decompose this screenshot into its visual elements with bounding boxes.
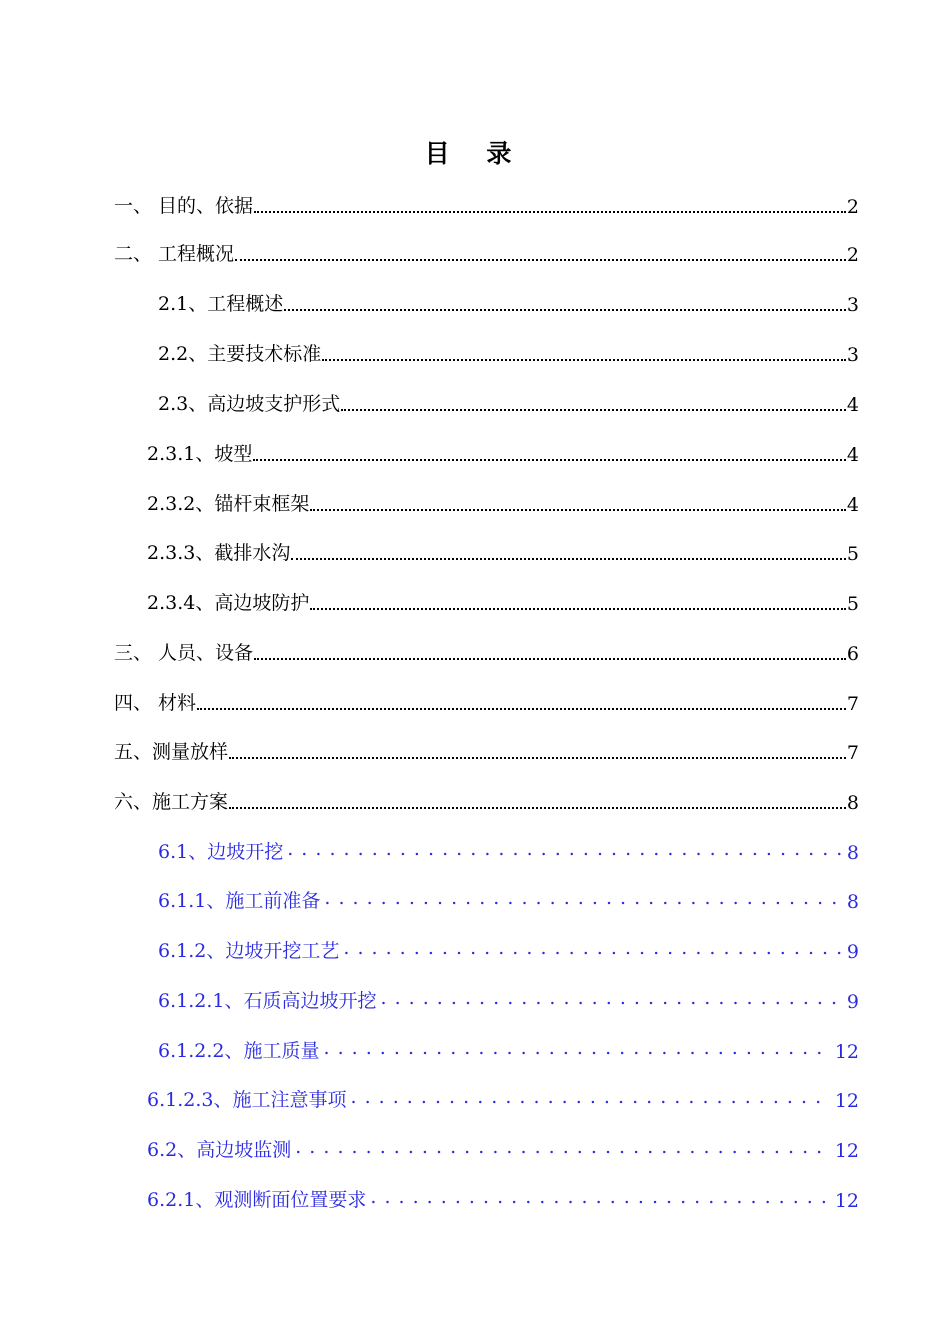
toc-entry-page: 5 — [846, 593, 859, 615]
toc-entry-page: 8 — [846, 891, 859, 913]
toc-entry-label: 6.1.2.2、施工质量 — [158, 1040, 320, 1062]
toc-entry-label: 6.1.2、边坡开挖工艺 — [158, 940, 340, 962]
toc-title: 目 录 — [424, 139, 526, 168]
toc-dot-leader — [324, 883, 843, 913]
toc-entry-label: 2.3.2、锚杆束框架 — [147, 493, 310, 515]
toc-dot-leader — [197, 708, 846, 710]
toc-dot-leader — [254, 211, 846, 213]
toc-dot-leader — [287, 834, 843, 864]
toc-entry-label: 一、 目的、依据 — [114, 195, 254, 217]
toc-entry-label: 六、施工方案 — [114, 791, 229, 813]
toc-dot-leader — [322, 359, 846, 361]
toc-dot-leader — [380, 983, 842, 1013]
toc-entry-page: 8 — [846, 792, 859, 814]
toc-dot-leader — [235, 259, 846, 261]
toc-entry-page: 4 — [846, 394, 859, 416]
toc-entry-page: 7 — [846, 693, 859, 715]
toc-entry[interactable] — [158, 286, 859, 316]
toc-entry-page: 4 — [846, 494, 859, 516]
toc-entry[interactable] — [114, 734, 859, 764]
toc-entry-label: 6.1.2.1、石质高边坡开挖 — [158, 990, 377, 1012]
toc-entry[interactable] — [147, 486, 859, 516]
toc-entry-label: 2.2、主要技术标准 — [158, 343, 322, 365]
toc-entry-page: 3 — [846, 344, 859, 366]
toc-entry-page: 5 — [846, 543, 859, 565]
toc-entry-label: 2.3、高边坡支护形式 — [158, 393, 341, 415]
toc-dot-leader — [229, 757, 846, 759]
toc-entry-label: 二、 工程概况 — [114, 243, 235, 265]
toc-entry[interactable] — [114, 635, 859, 665]
toc-dot-leader — [284, 309, 846, 311]
toc-entry-label: 四、 材料 — [114, 692, 197, 714]
toc-dot-leader — [323, 1033, 830, 1063]
toc-entry-link[interactable] — [147, 1182, 859, 1212]
toc-entry-page: 9 — [846, 941, 859, 963]
toc-dot-leader — [295, 1132, 831, 1162]
toc-entry-label: 三、 人员、设备 — [114, 642, 254, 664]
toc-entry-label: 2.3.1、坡型 — [147, 443, 253, 465]
toc-entry-page: 12 — [834, 1090, 859, 1112]
toc-entry-link[interactable] — [158, 883, 859, 913]
toc-entry-link[interactable] — [158, 983, 859, 1013]
toc-entry-page: 12 — [834, 1041, 859, 1063]
toc-dot-leader — [350, 1082, 830, 1112]
toc-entry-page: 3 — [846, 294, 859, 316]
toc-dot-leader — [310, 608, 846, 610]
toc-entry[interactable] — [147, 585, 859, 615]
toc-entry-label: 2.3.4、高边坡防护 — [147, 592, 310, 614]
toc-entry[interactable] — [158, 336, 859, 366]
toc-entry-label: 6.1.1、施工前准备 — [158, 890, 321, 912]
toc-entry-label: 6.2、高边坡监测 — [147, 1139, 292, 1161]
toc-entry-page: 9 — [846, 991, 859, 1013]
toc-entry-label: 2.3.3、截排水沟 — [147, 542, 291, 564]
toc-entry[interactable] — [147, 436, 859, 466]
toc-entry-label: 6.1.2.3、施工注意事项 — [147, 1089, 347, 1111]
toc-entry[interactable] — [158, 386, 859, 416]
toc-entry-page: 12 — [834, 1190, 859, 1212]
toc-entry-page: 12 — [834, 1140, 859, 1162]
toc-entry-link[interactable] — [158, 1033, 859, 1063]
toc-entry-page: 2 — [846, 244, 859, 266]
toc-entry-link[interactable] — [158, 834, 859, 864]
toc-entry[interactable] — [114, 685, 859, 715]
toc-entry[interactable] — [114, 236, 859, 266]
toc-entry[interactable] — [147, 535, 859, 565]
toc-entry-label: 6.2.1、观测断面位置要求 — [147, 1189, 367, 1211]
toc-entry-label: 2.1、工程概述 — [158, 293, 284, 315]
toc-entry-label: 五、测量放样 — [114, 741, 229, 763]
toc-entry-link[interactable] — [147, 1132, 859, 1162]
toc-entry-page: 8 — [846, 842, 859, 864]
toc-entry-page: 7 — [846, 742, 859, 764]
toc-entry-link[interactable] — [158, 933, 859, 963]
toc-entry-page: 6 — [846, 643, 859, 665]
toc-entry-label: 6.1、边坡开挖 — [158, 841, 284, 863]
toc-dot-leader — [370, 1182, 830, 1212]
toc-entry-link[interactable] — [147, 1082, 859, 1112]
toc-dot-leader — [254, 658, 846, 660]
toc-dot-leader — [229, 807, 846, 809]
toc-entry[interactable] — [114, 188, 859, 218]
toc-dot-leader — [310, 509, 846, 511]
toc-dot-leader — [343, 933, 843, 963]
toc-entry-page: 4 — [846, 444, 859, 466]
toc-dot-leader — [341, 409, 846, 411]
toc-dot-leader — [253, 459, 846, 461]
toc-entry[interactable] — [114, 784, 859, 814]
toc-entry-page: 2 — [846, 196, 859, 218]
toc-dot-leader — [291, 558, 846, 560]
